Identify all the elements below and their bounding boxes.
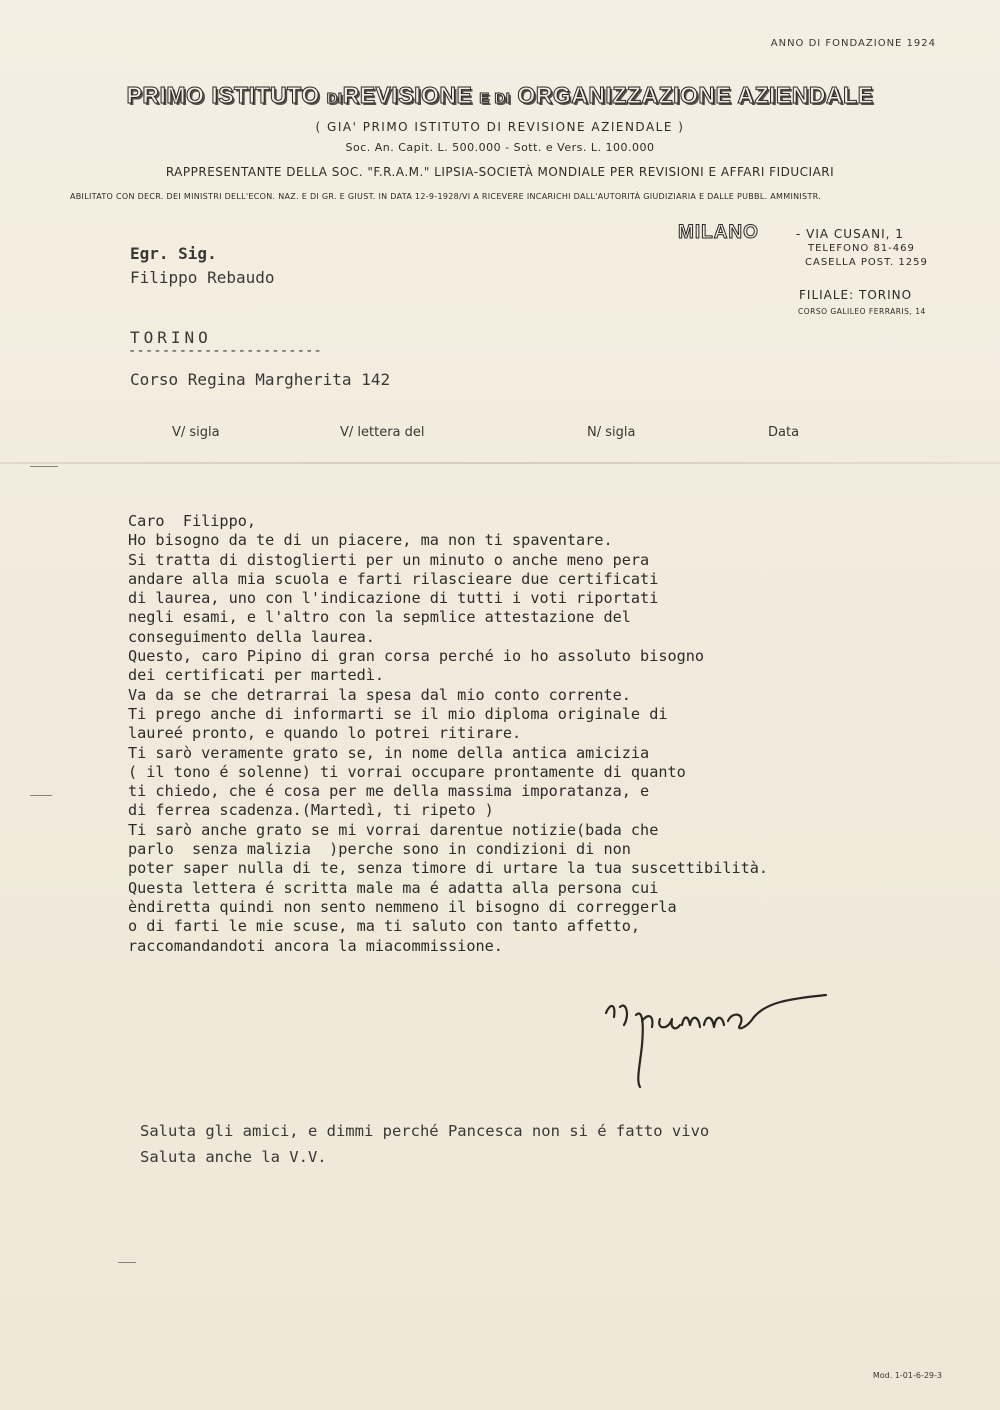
title-di-1: DI [326,90,343,107]
letter-line: Caro Filippo, [128,512,257,530]
ref-your-code: V/ sigla [172,425,220,440]
recipient-salutation: Egr. Sig. [130,244,217,263]
recipient-name: Filippo Rebaudo [130,268,275,287]
telephone: TELEFONO 81-469 [808,243,915,254]
ref-date: Data [768,425,800,440]
postscript-line-1: Saluta gli amici, e dimmi perché Pancesca non si é fatto vivo [140,1122,710,1140]
letter-line: Ti sarò anche grato se mi vorrai darentue notizie(bada che [128,820,659,839]
letter-line: Ho bisogno da te di un piacere, ma non ti spaventare. [128,531,613,550]
letter-line: ti chiedo, che é cosa per me della massima imporatanza, e [128,782,650,801]
letter-line: di ferrea scadenza.(Martedì, ti ripeto ) [128,801,494,820]
letter-line: Questo, caro Pipino di gran corsa perché io ho assoluto bisogno [128,647,705,666]
street-address: - VIA CUSANI, 1 [796,227,904,241]
branch-office: FILIALE: TORINO [799,288,913,302]
letter-line: conseguimento della laurea. [128,627,375,646]
letter-line: raccomandandoti ancora la miacommissione. [128,936,503,955]
handwritten-signature [596,985,866,1095]
title-part-3: ORGANIZZAZIONE AZIENDALE [517,82,874,108]
letter-line: o di farti le mie scuse, ma ti saluto con tanto affetto, [128,917,641,936]
letter-line: di laurea, uno con l'indicazione di tutti i voti riportati [128,589,659,608]
recipient-street: Corso Regina Margherita 142 [130,370,391,389]
title-e-di: E DI [479,90,511,107]
authorization-info: ABILITATO CON DECR. DEI MINISTRI DELL'ECON. NAZ. E DI GR. E GIUST. IN DATA 12-9-1928/VI A RICEVERE INCARICHI DALL'AUTORITÀ GIUDIZIARIA E DALLE PUBBL. AMMINISTR. [70,192,822,201]
capital-info: Soc. An. Capit. L. 500.000 - Sott. e Vers. L. 100.000 [345,141,655,154]
letter-line: negli esami, e l'altro con la sepmlice attestazione del [128,608,631,627]
title-part-1: PRIMO ISTITUTO [126,82,320,108]
city-underline: ----------------------- [128,343,322,359]
founding-year: ANNO DI FONDAZIONE 1924 [770,38,936,49]
letter-line: èndiretta quindi non sento nemmeno il bisogno di correggerla [128,897,677,916]
title-part-2: REVISIONE [342,82,473,108]
letter-body [128,512,868,956]
letter-line: andare alla mia scuola e farti rilascieare due certificati [128,569,659,588]
company-title [0,82,1000,109]
margin-mark [118,1262,136,1263]
form-code: Mod. 1-01-6-29-3 [872,1371,942,1380]
city-milano: MILANO [678,222,759,243]
letter-line: Questa lettera é scritta male ma é adatta alla persona cui [128,878,659,897]
letter-line: Ti prego anche di informarti se il mio diploma originale di [128,704,668,723]
letter-line: dei certificati per martedì. [128,666,385,685]
margin-mark [30,795,52,796]
representative-info: RAPPRESENTANTE DELLA SOC. "F.R.A.M." LIPSIA-SOCIETÀ MONDIALE PER REVISIONI E AFFARI FIDUCIARI [165,165,835,179]
letter-line: Si tratta di distoglierti per un minuto o anche meno pera [128,550,650,569]
branch-address: CORSO GALILEO FERRARIS, 14 [798,307,926,316]
former-name: ( GIA' PRIMO ISTITUTO DI REVISIONE AZIENDALE ) [315,120,685,134]
letter-line: Va da se che detrarrai la spesa dal mio conto corrente. [128,685,631,704]
margin-mark [30,466,58,467]
po-box: CASELLA POST. 1259 [805,257,928,268]
paper-fold [0,462,1000,464]
ref-your-letter: V/ lettera del [340,425,425,440]
recipient-city: TORINO [130,328,212,347]
letter-line: ( il tono é solenne) ti vorrai occupare prontamente di quanto [128,762,686,781]
postscript-line-2: Saluta anche la V.V. [140,1148,327,1166]
letter-line: laureé pronto, e quando lo potrei ritirare. [128,724,522,743]
letter-line: parlo senza malizia )perche sono in condizioni di non [128,840,631,859]
ref-our-code: N/ sigla [587,425,636,440]
letter-line: Ti sarò veramente grato se, in nome della antica amicizia [128,743,650,762]
letter-line: poter saper nulla di te, senza timore di urtare la tua suscettibilità. [128,859,769,878]
